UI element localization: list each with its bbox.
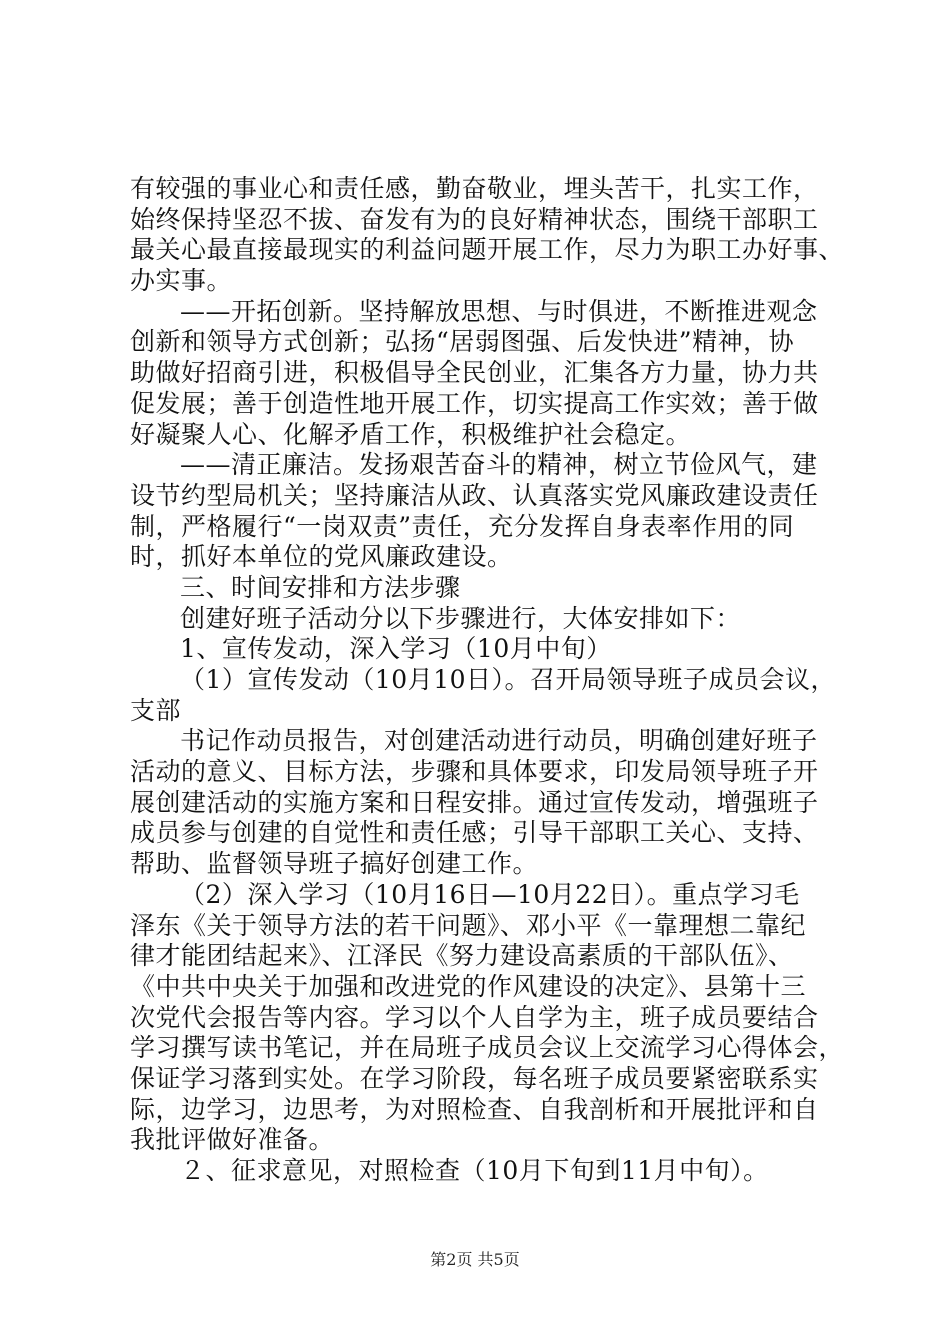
text-line: 展创建活动的实施方案和日程安排。通过宣传发动，增强班子 [130,788,819,817]
text-line: 学习撰写读书笔记，并在局班子成员会议上交流学习心得体会， [130,1033,845,1062]
text-line: 我批评做好准备。 [130,1125,335,1154]
text-line: 泽东《关于领导方法的若干问题》、邓小平《一靠理想二靠纪 [130,911,807,940]
text-line: 创建好班子活动分以下步骤进行，大体安排如下： [180,604,742,633]
text-line: 《中共中央关于加强和改进党的作风建设的决定》、县第十三 [130,972,807,1001]
text-line: 保证学习落到实处。在学习阶段，每名班子成员要紧密联系实 [130,1064,819,1093]
text-line: （2）深入学习（10月16日—10月22日）。重点学习毛 [180,880,800,909]
text-line: 助做好招商引进，积极倡导全民创业，汇集各方力量，协力共 [130,358,819,387]
page-number: 第2页 共5页 [430,1250,520,1269]
text-line: 书记作动员报告，对创建活动进行动员，明确创建好班子 [180,726,818,755]
page-footer [0,1250,950,1270]
text-line: 律才能团结起来》、江泽民《努力建设高素质的干部队伍》、 [130,941,794,970]
text-line: ——开拓创新。坚持解放思想、与时俱进，不断推进观念 [180,297,818,326]
text-line: 创新和领导方式创新；弘扬“居弱图强、后发快进”精神，协 [130,327,795,356]
text-line: 始终保持坚忍不拔、奋发有为的良好精神状态，围绕干部职工 [130,205,819,234]
section-heading: 三、时间安排和方法步骤 [180,573,461,602]
text-line: 有较强的事业心和责任感，勤奋敬业，埋头苦干，扎实工作， [130,174,819,203]
text-line: 活动的意义、目标方法，步骤和具体要求，印发局领导班子开 [130,757,819,786]
text-line: 时，抓好本单位的党风廉政建设。 [130,542,513,571]
text-line: 成员参与创建的自觉性和责任感；引导干部职工关心、支持、 [130,818,819,847]
text-line: （1）宣传发动（10月10日）。召开局领导班子成员会议， [180,665,837,694]
subheading: 1、宣传发动，深入学习（10月中旬） [180,634,612,663]
text-line: 设节约型局机关；坚持廉洁从政、认真落实党风廉政建设责任 [130,481,819,510]
text-line: 制，严格履行“一岗双责”责任，充分发挥自身表率作用的同 [130,512,795,541]
text-line: 办实事。 [130,266,233,295]
text-line: 际，边学习，边思考，为对照检查、自我剖析和开展批评和自 [130,1095,819,1124]
text-line: 帮助、监督领导班子搞好创建工作。 [130,849,539,878]
text-line: 次党代会报告等内容。学习以个人自学为主，班子成员要结合 [130,1003,819,1032]
text-line: ——清正廉洁。发扬艰苦奋斗的精神，树立节俭风气，建 [180,450,818,479]
subheading: ２、征求意见，对照检查（10月下旬到11月中旬）。 [180,1156,769,1185]
text-line: 促发展；善于创造性地开展工作，切实提高工作实效；善于做 [130,389,819,418]
text-line: 支部 [130,696,182,725]
text-line: 好凝聚人心、化解矛盾工作，积极维护社会稳定。 [130,420,692,449]
text-line: 最关心最直接最现实的利益问题开展工作，尽力为职工办好事、 [130,235,845,264]
